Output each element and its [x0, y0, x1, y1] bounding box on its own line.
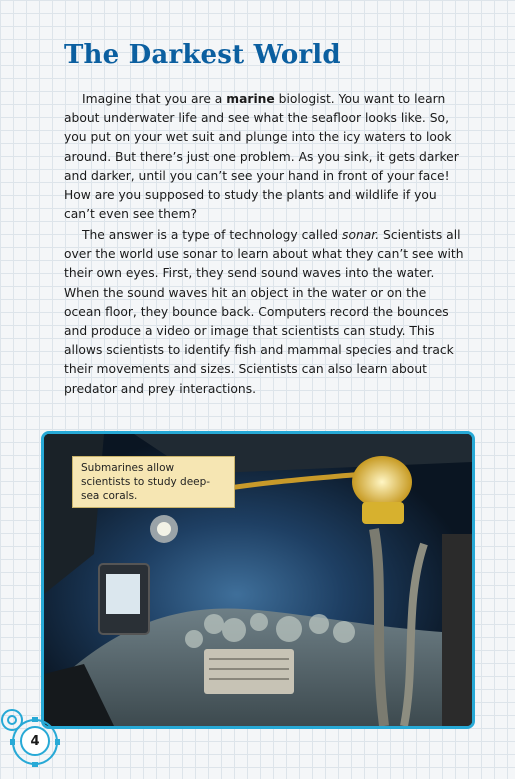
page-number: 4 [20, 726, 50, 756]
paragraph-1-intro: Imagine that you are a [82, 92, 227, 106]
paragraph-2 [64, 226, 464, 399]
submarine-photo [41, 431, 475, 729]
vocab-word-marine: marine [226, 92, 275, 106]
paragraph-2-rest: Scientists all over the world use sonar to learn about what they can’t see with their own eyes. First, they send sound waves into the water. When the sound waves hit an object in the water or on the ocean floor, they bounce back. Computers record the bounces and produce a video or image that scientists can study. This allows scientists to identify fish and mammal species and track their movements and sizes. Scientists can also learn about predator and prey interactions. [64, 228, 464, 396]
page-title: The Darkest World [64, 40, 341, 70]
term-sonar: sonar. [342, 228, 380, 242]
paragraph-2-intro: The answer is a type of technology called [82, 228, 343, 242]
paragraph-1-rest: biologist. You want to learn about underwater life and see what the seafloor looks like. So, you put on your wet suit and plunge into the icy waters to look around. But there’s just one problem. As you sink, it gets darker and darker, until you can’t see your hand in front of your face! How are you supposed to study the plants and wildlife if you can’t even see them? [64, 92, 459, 222]
photo-caption: Submarines allow scientists to study deep-sea corals. [72, 456, 235, 508]
paragraph-1 [64, 90, 464, 224]
